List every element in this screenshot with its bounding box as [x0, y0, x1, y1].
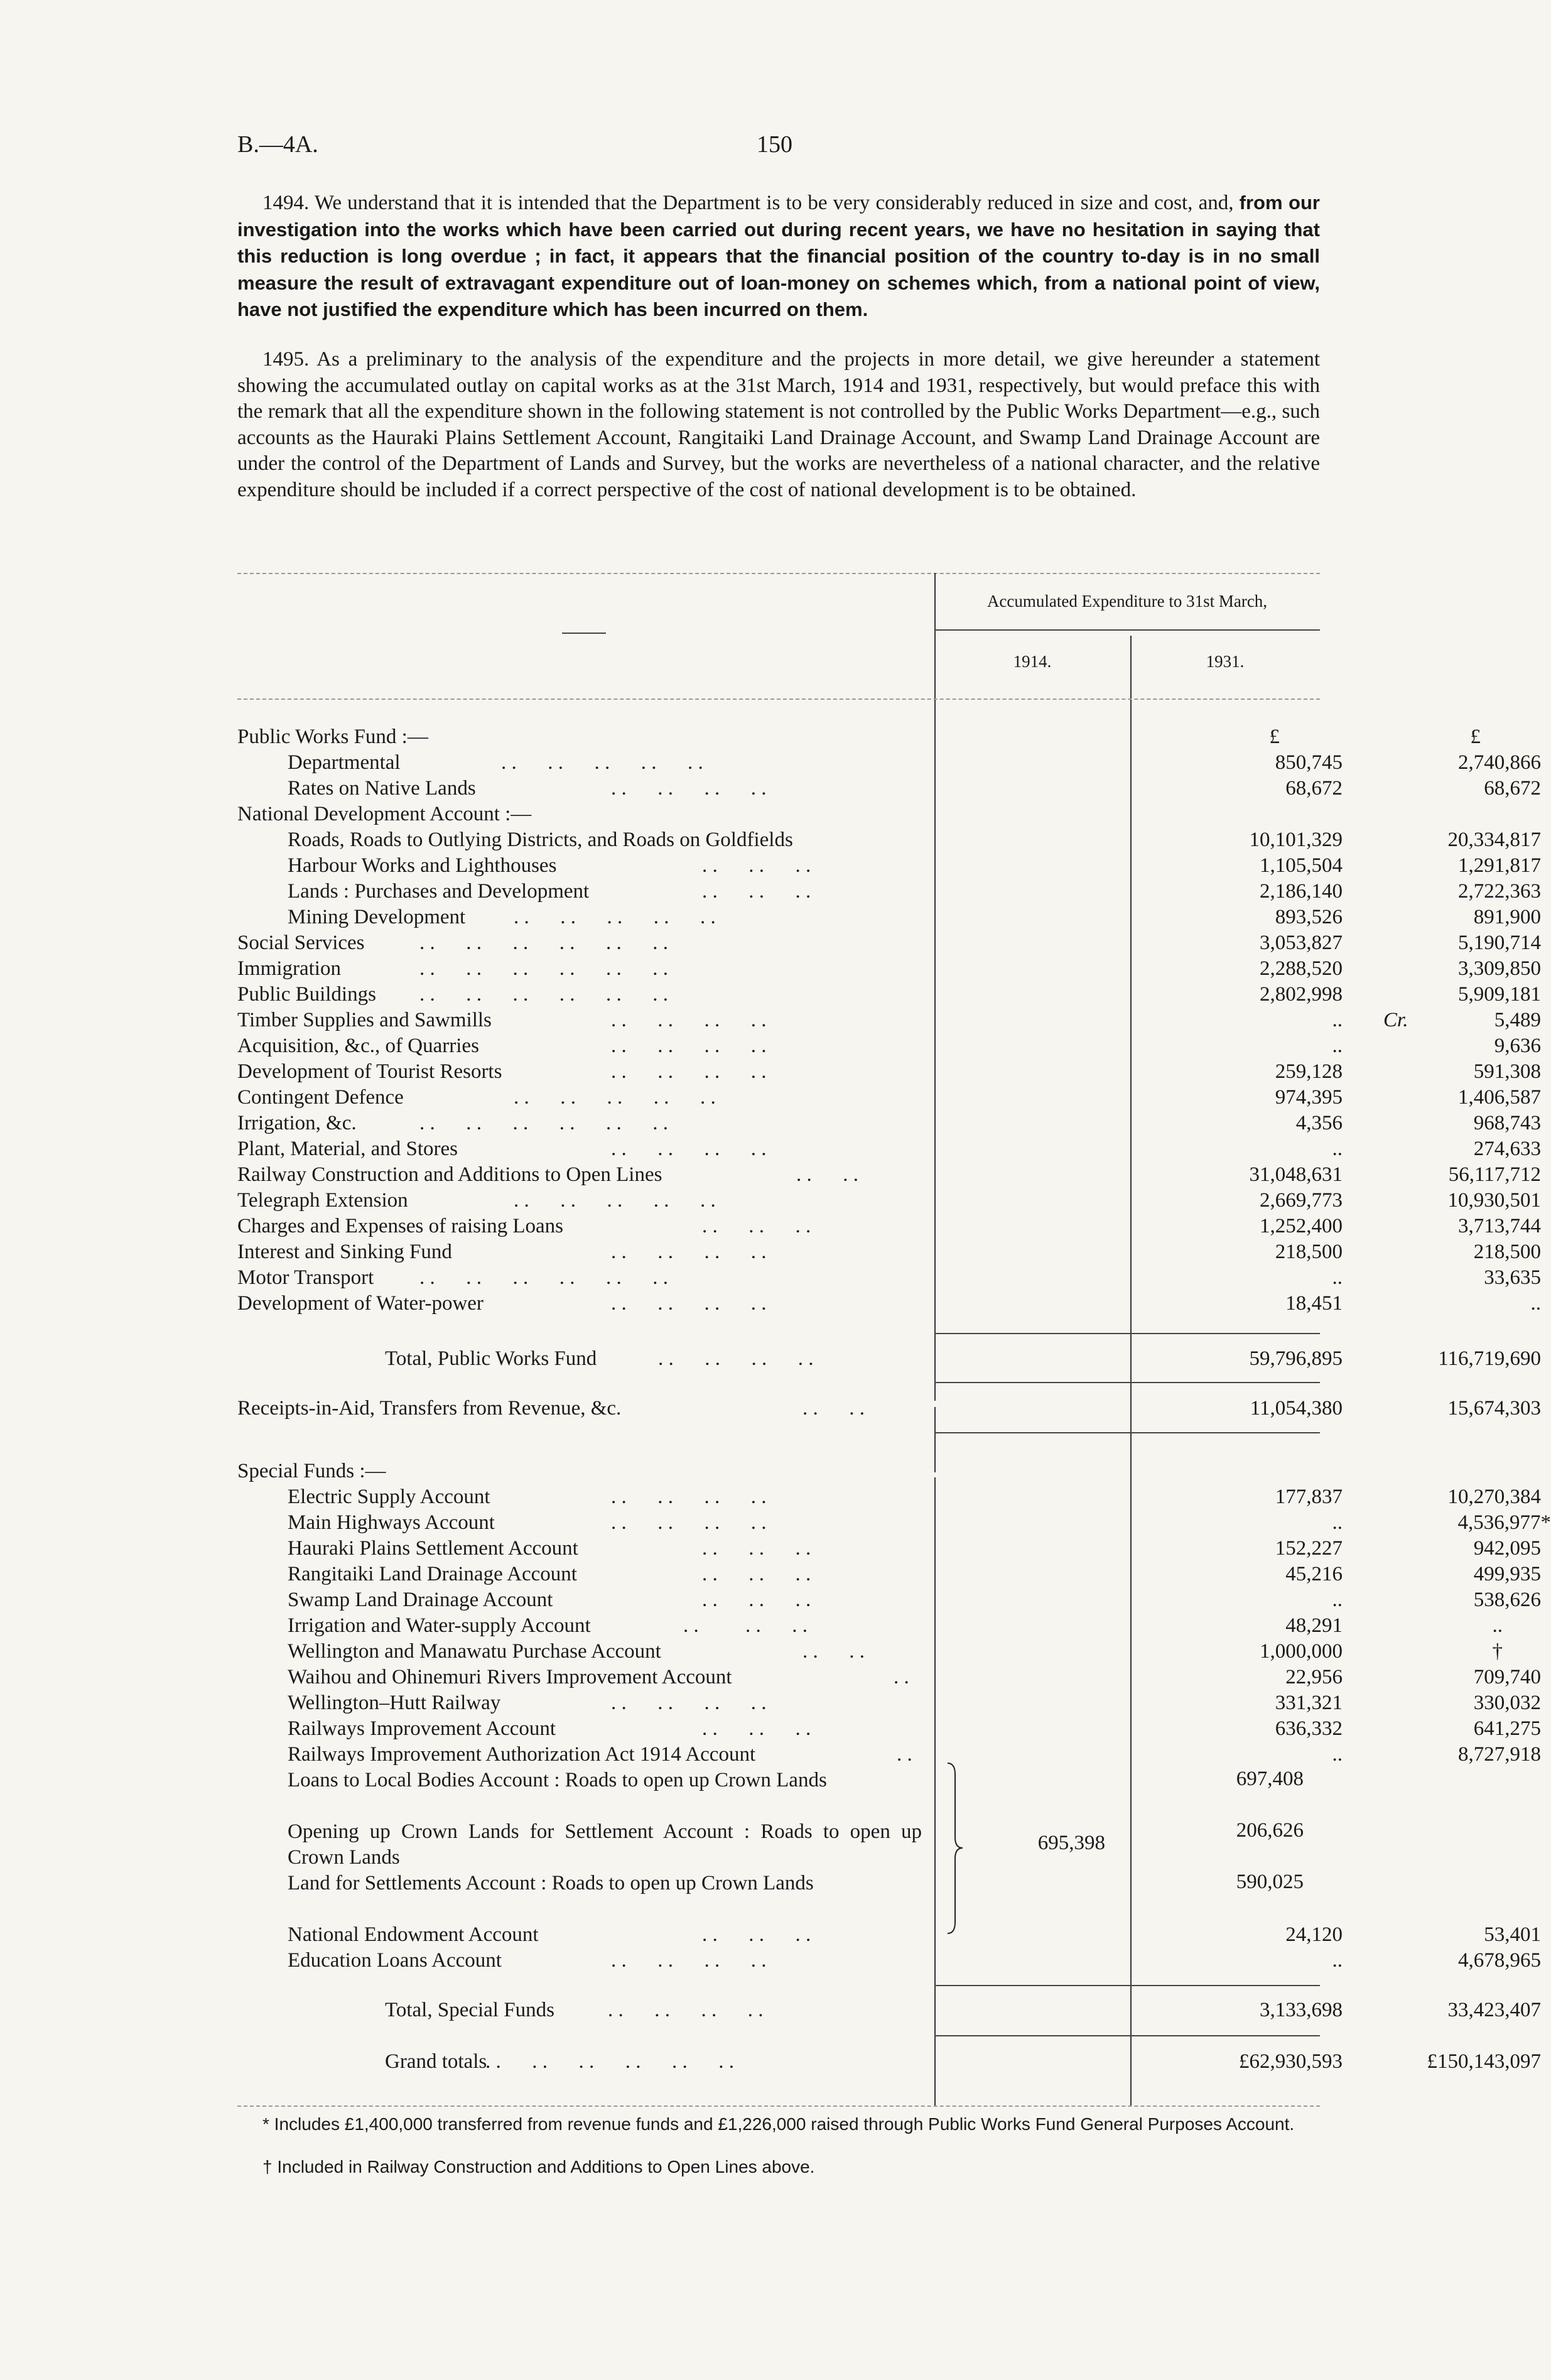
row-label: Railways Improvement Authorization Act 1914 Account: [288, 1743, 756, 1766]
row-label: Immigration: [237, 957, 341, 980]
table-row: Rates on Native Lands . . . . . . . . 68,672 68,672: [237, 776, 1320, 801]
table-row: Main Highways Account . . . . . . . . .. 4,536,977*: [237, 1510, 1320, 1536]
table-bottom-rule: [237, 2106, 1320, 2107]
row-label: Total, Special Funds: [385, 1999, 554, 2021]
table-row: National Endowment Account . . . . . . 24,120 53,401: [237, 1922, 1320, 1948]
table-row: [237, 724, 1481, 750]
table-row-total: Total, Public Works Fund . . . . . . . . 59,796,895 116,719,690: [237, 1346, 1320, 1372]
value-1931: 33,423,407: [1447, 1999, 1541, 2021]
special-total-rule: [934, 2035, 1320, 2036]
row-label: Electric Supply Account: [288, 1486, 490, 1508]
value-1931: 538,626: [1473, 1589, 1541, 1611]
table-row: Wellington–Hutt Railway . . . . . . . . 331,321 330,032: [237, 1690, 1320, 1716]
table-row: Public Buildings . . . . . . . . . . . . 2,802,998 5,909,181: [237, 982, 1320, 1008]
table-row: Waihou and Ohinemuri Rivers Improvement Account . . 22,956 709,740: [237, 1665, 1320, 1690]
value-1914: ..: [1332, 1949, 1343, 1972]
value-1931: 5,489: [1494, 1009, 1541, 1031]
value-1931: 56,117,712: [1448, 1163, 1541, 1186]
row-label: Swamp Land Drainage Account: [288, 1589, 553, 1611]
value-1914: 48,291: [1285, 1614, 1343, 1637]
value-1914: 152,227: [1275, 1537, 1343, 1560]
value-1931: 1,406,587: [1458, 1086, 1541, 1109]
row-label: Railway Construction and Additions to Open Lines: [237, 1163, 662, 1186]
table-row: Harbour Works and Lighthouses . . . . . . 1,105,504 1,291,817: [237, 853, 1320, 879]
row-label: National Endowment Account: [288, 1923, 539, 1946]
loans-local-1931: 697,408: [1236, 1768, 1304, 1790]
column-header-1914: 1914.: [1013, 652, 1052, 671]
row-label: Motor Transport: [237, 1266, 374, 1289]
value-1914: ..: [1332, 1589, 1343, 1611]
loans-local-label: Loans to Local Bodies Account : Roads to open up Crown Lands: [288, 1769, 827, 1791]
table-row: Contingent Defence . . . . . . . . . . 974,395 1,406,587: [237, 1085, 1320, 1111]
value-1914: 3,133,698: [1260, 1999, 1343, 2021]
value-1914: 4,356: [1295, 1112, 1343, 1134]
table-row: Charges and Expenses of raising Loans . . . . . . 1,252,400 3,713,744: [237, 1214, 1320, 1239]
value-1931: £150,143,097: [1427, 2050, 1541, 2073]
value-1914: 2,669,773: [1260, 1189, 1343, 1212]
row-label: Social Services: [237, 932, 365, 954]
row-label: Timber Supplies and Sawmills: [237, 1009, 492, 1031]
row-label: Acquisition, &c., of Quarries: [237, 1035, 479, 1057]
value-1914: £62,930,593: [1239, 2050, 1343, 2073]
value-1931: 891,900: [1473, 906, 1541, 928]
value-1914: 45,216: [1285, 1563, 1343, 1585]
table-row: Timber Supplies and Sawmills . . . . . . . . .. Cr. 5,489: [237, 1008, 1320, 1033]
value-1931: 968,743: [1473, 1112, 1541, 1134]
table-row: Hauraki Plains Settlement Account . . . . . . 152,227 942,095: [237, 1536, 1320, 1562]
table-row: Receipts-in-Aid, Transfers from Revenue, &c. . . . . 11,054,380 15,674,303: [237, 1396, 1320, 1421]
value-1931: 15,674,303: [1447, 1397, 1541, 1420]
row-label: Harbour Works and Lighthouses: [288, 854, 557, 877]
value-1931: 10,270,384: [1447, 1486, 1541, 1508]
credit-prefix: Cr.: [1383, 1009, 1408, 1031]
value-1914: 1,252,400: [1260, 1215, 1343, 1237]
row-label: Education Loans Account: [288, 1949, 502, 1972]
value-1914: 11,054,380: [1250, 1397, 1343, 1420]
value-1931: 218,500: [1473, 1241, 1541, 1263]
table-row: Education Loans Account . . . . . . . . .. 4,678,965: [237, 1948, 1320, 1974]
table-row: Plant, Material, and Stores . . . . . . . . .. 274,633: [237, 1136, 1320, 1162]
row-label: Irrigation and Water-supply Account: [288, 1614, 591, 1637]
receipts-rule: [934, 1432, 1320, 1433]
table-row: Development of Tourist Resorts . . . . . . . . 259,128 591,308: [237, 1059, 1320, 1085]
value-1914: 18,451: [1285, 1292, 1343, 1315]
row-label: Irrigation, &c.: [237, 1112, 357, 1134]
value-1914: 850,745: [1275, 751, 1343, 774]
row-label: Railways Improvement Account: [288, 1717, 556, 1740]
value-1931: 2,740,866: [1458, 751, 1541, 774]
value-1914: 2,186,140: [1260, 880, 1343, 903]
opening-crown-label: Opening up Crown Lands for Settlement Account : Roads to open up Crown Lands: [288, 1820, 922, 1869]
value-1931: 53,401: [1484, 1923, 1541, 1946]
value-1931: 9,636: [1494, 1035, 1541, 1057]
table-row: Railways Improvement Authorization Act 1914 Account . . .. 8,727,918: [237, 1742, 1320, 1768]
value-1931: 10,930,501: [1447, 1189, 1541, 1212]
value-1914: ..: [1332, 1266, 1343, 1289]
table-row: Railways Improvement Account . . . . . . 636,332 641,275: [237, 1716, 1320, 1742]
subtotal-rule: [934, 1333, 1320, 1334]
value-1931: 2,722,363: [1458, 880, 1541, 903]
value-1914: 2,288,520: [1260, 957, 1343, 980]
bracket-value-1914: 695,398: [1037, 1832, 1105, 1854]
row-label: Receipts-in-Aid, Transfers from Revenue, &c.: [237, 1397, 622, 1420]
value-1914: ..: [1332, 1035, 1343, 1057]
value-1914: 1,000,000: [1260, 1640, 1343, 1663]
footnote-dagger: † Included in Railway Construction and Additions to Open Lines above.: [262, 2157, 815, 2176]
table-row: [237, 1459, 1320, 1484]
table-row: Irrigation, &c. . . . . . . . . . . . . 4,356 968,743: [237, 1111, 1320, 1136]
value-1931: 33,635: [1484, 1266, 1541, 1289]
value-1931: 4,536,977*: [1457, 1511, 1551, 1534]
table-row: Acquisition, &c., of Quarries . . . . . . . . .. 9,636: [237, 1033, 1320, 1059]
table-row: Departmental . . . . . . . . . . 850,745 2,740,866: [237, 750, 1320, 776]
value-1931: 8,727,918: [1458, 1743, 1541, 1766]
table-row: Development of Water-power . . . . . . . . 18,451 ..: [237, 1291, 1320, 1317]
table-row-total: Total, Special Funds . . . . . . . . 3,133,698 33,423,407: [237, 1997, 1320, 2023]
paragraph-1495-text: 1495. As a preliminary to the analysis of the expenditure and the projects in more detail, we give hereunder a statement showing the accumulated outlay on capital works as at the 31st March, 1914 and 1931, respectively, but would preface this with the remark that all the expenditure shown in the following statement is not controlled by the Public Works Department—e.g., such accounts as the Hauraki Plains Settlement Account, Rangitaiki Land Drainage Account, and Swamp Land Drainage Account are under the control of the Department of Lands and Survey, but the works are nevertheless of a national character, and the relative expenditure should be included if a correct perspective of the cost of national development is to be obtained.: [237, 348, 1320, 501]
value-1914: 24,120: [1285, 1923, 1343, 1946]
value-1931: 330,032: [1473, 1692, 1541, 1714]
value-1931: ..: [1492, 1614, 1503, 1637]
value-1914: 22,956: [1285, 1666, 1343, 1688]
table-row: Railway Construction and Additions to Open Lines . . . . 31,048,631 56,117,712: [237, 1162, 1320, 1188]
row-label: Public Works Fund :—: [237, 725, 428, 748]
value-1914: 59,796,895: [1249, 1347, 1343, 1370]
row-label: Wellington–Hutt Railway: [288, 1692, 501, 1714]
table-row: Telegraph Extension . . . . . . . . . . 2,669,773 10,930,501: [237, 1188, 1320, 1214]
value-1914: ..: [1332, 1743, 1343, 1766]
value-1914: 974,395: [1275, 1086, 1343, 1109]
value-1931: 3,713,744: [1458, 1215, 1541, 1237]
table-row: Swamp Land Drainage Account . . . . . . .. 538,626: [237, 1587, 1320, 1613]
document-reference: B.—4A.: [237, 131, 318, 158]
land-settle-label: Land for Settlements Account : Roads to open up Crown Lands: [288, 1872, 814, 1894]
value-1931: 274,633: [1473, 1138, 1541, 1160]
value-1931: 1,291,817: [1458, 854, 1541, 877]
value-1914: ..: [1332, 1511, 1343, 1534]
value-1931: 116,719,690: [1438, 1347, 1541, 1370]
value-1914: 2,802,998: [1260, 983, 1343, 1006]
value-1914: 1,105,504: [1260, 854, 1343, 877]
row-label: Roads, Roads to Outlying Districts, and Roads on Goldfields: [288, 829, 793, 851]
value-1914: 893,526: [1275, 906, 1343, 928]
row-label: Development of Water-power: [237, 1292, 484, 1315]
table-row: Motor Transport . . . . . . . . . . . . .. 33,635: [237, 1265, 1320, 1291]
row-label: Wellington and Manawatu Purchase Account: [288, 1640, 661, 1663]
header-bottom-rule: [237, 698, 1320, 700]
currency-1931: £: [1470, 725, 1481, 748]
currency-1914: £: [1269, 725, 1280, 748]
total-rule: [934, 1382, 1320, 1383]
row-label: Interest and Sinking Fund: [237, 1241, 452, 1263]
row-label: Hauraki Plains Settlement Account: [288, 1537, 578, 1560]
row-label: Rates on Native Lands: [288, 777, 476, 800]
table-row: Electric Supply Account . . . . . . . . 177,837 10,270,384: [237, 1484, 1320, 1510]
row-label: Mining Development: [288, 906, 466, 928]
paragraph-1494-plain: 1494. We understand that it is intended that the Department is to be very considerably reduced in size and cost, and,: [262, 192, 1234, 214]
value-1931: 20,334,817: [1447, 829, 1541, 851]
value-1931: 942,095: [1473, 1537, 1541, 1560]
opening-crown-1931: 206,626: [1236, 1819, 1304, 1842]
table-row: Rangitaiki Land Drainage Account . . . . . . 45,216 499,935: [237, 1562, 1320, 1587]
row-label: Total, Public Works Fund: [385, 1347, 597, 1370]
row-label: Rangitaiki Land Drainage Account: [288, 1563, 577, 1585]
value-1914: 331,321: [1275, 1692, 1343, 1714]
value-1914: 259,128: [1275, 1060, 1343, 1083]
row-label: National Development Account :—: [237, 803, 532, 825]
row-label: Main Highways Account: [288, 1511, 495, 1534]
row-label: Waihou and Ohinemuri Rivers Improvement Account: [288, 1666, 732, 1688]
special-subtotal-rule: [934, 1985, 1320, 1986]
footnote-asterisk: [237, 2114, 1320, 2134]
row-label: Grand totals: [385, 2050, 487, 2073]
value-1914: 3,053,827: [1260, 932, 1343, 954]
table-row: Social Services . . . . . . . . . . . . 3,053,827 5,190,714: [237, 930, 1320, 956]
table-row: [237, 801, 1320, 827]
value-1931: 4,678,965: [1458, 1949, 1541, 1972]
header-rule: [934, 629, 1320, 631]
value-1931: 709,740: [1473, 1666, 1541, 1688]
table-row: Irrigation and Water-supply Account . . . . . . 48,291 ..: [237, 1613, 1320, 1639]
row-label: Special Funds :—: [237, 1460, 386, 1482]
table-row: Interest and Sinking Fund . . . . . . . . 218,500 218,500: [237, 1239, 1320, 1265]
footnote-asterisk-text: * Includes £1,400,000 transferred from revenue funds and £1,226,000 raised through Public Works Fund General Purposes Account.: [262, 2114, 1295, 2134]
value-1914: ..: [1332, 1138, 1343, 1160]
table-row: Mining Development . . . . . . . . . . 893,526 891,900: [237, 905, 1320, 930]
table-row-grand-total: Grand totals . . . . . . . . . . . . £62,930,593 £150,143,097: [237, 2049, 1320, 2075]
stub-head-rule: [562, 633, 606, 634]
land-settle-1931: 590,025: [1236, 1871, 1304, 1893]
table-row: Lands : Purchases and Development . . . . . . 2,186,140 2,722,363: [237, 879, 1320, 905]
value-1914: 68,672: [1285, 777, 1343, 800]
column-group-header: Accumulated Expenditure to 31st March,: [986, 592, 1268, 611]
paragraph-1494-bold: from our investigation into the works which have been carried out during recent years, we have no hesitation in saying that this reduction is long overdue ; in fact, it appears that the financial position of the country to-day is in no small measure the result of extravagant expenditure out of loan-money on schemes which, from a national point of view, have not justified the expenditure which has been incurred on them.: [237, 192, 1320, 320]
value-1914: ..: [1332, 1009, 1343, 1031]
table-row: [237, 827, 1541, 853]
page-number: 150: [757, 131, 792, 158]
value-1914: 31,048,631: [1249, 1163, 1343, 1186]
value-1931: 68,672: [1484, 777, 1541, 800]
table-top-rule: [237, 573, 1320, 574]
value-1931: 499,935: [1473, 1563, 1541, 1585]
value-1914: 218,500: [1275, 1241, 1343, 1263]
value-1931: 5,909,181: [1458, 983, 1541, 1006]
value-1931: 5,190,714: [1458, 932, 1541, 954]
row-label: Public Buildings: [237, 983, 376, 1006]
value-1931: 641,275: [1473, 1717, 1541, 1740]
value-1914: 10,101,329: [1249, 829, 1343, 851]
value-1931: †: [1492, 1640, 1503, 1663]
row-label: Plant, Material, and Stores: [237, 1138, 458, 1160]
row-label: Contingent Defence: [237, 1086, 404, 1109]
row-label: Lands : Purchases and Development: [288, 880, 590, 903]
row-label: Charges and Expenses of raising Loans: [237, 1215, 564, 1237]
value-1914: 177,837: [1275, 1486, 1343, 1508]
row-label: Departmental: [288, 751, 401, 774]
paragraph-1495: [237, 347, 1320, 503]
value-1931: ..: [1530, 1292, 1541, 1315]
value-1931: 3,309,850: [1458, 957, 1541, 980]
table-row: Immigration . . . . . . . . . . . . 2,288,520 3,309,850: [237, 956, 1320, 982]
table-row: Wellington and Manawatu Purchase Account . . . . 1,000,000 †: [237, 1639, 1320, 1665]
value-1914: 636,332: [1275, 1717, 1343, 1740]
value-1931: 591,308: [1473, 1060, 1541, 1083]
row-label: Telegraph Extension: [237, 1189, 408, 1212]
paragraph-1494: [237, 190, 1320, 323]
column-header-1931: 1931.: [1206, 652, 1245, 671]
row-label: Development of Tourist Resorts: [237, 1060, 502, 1083]
